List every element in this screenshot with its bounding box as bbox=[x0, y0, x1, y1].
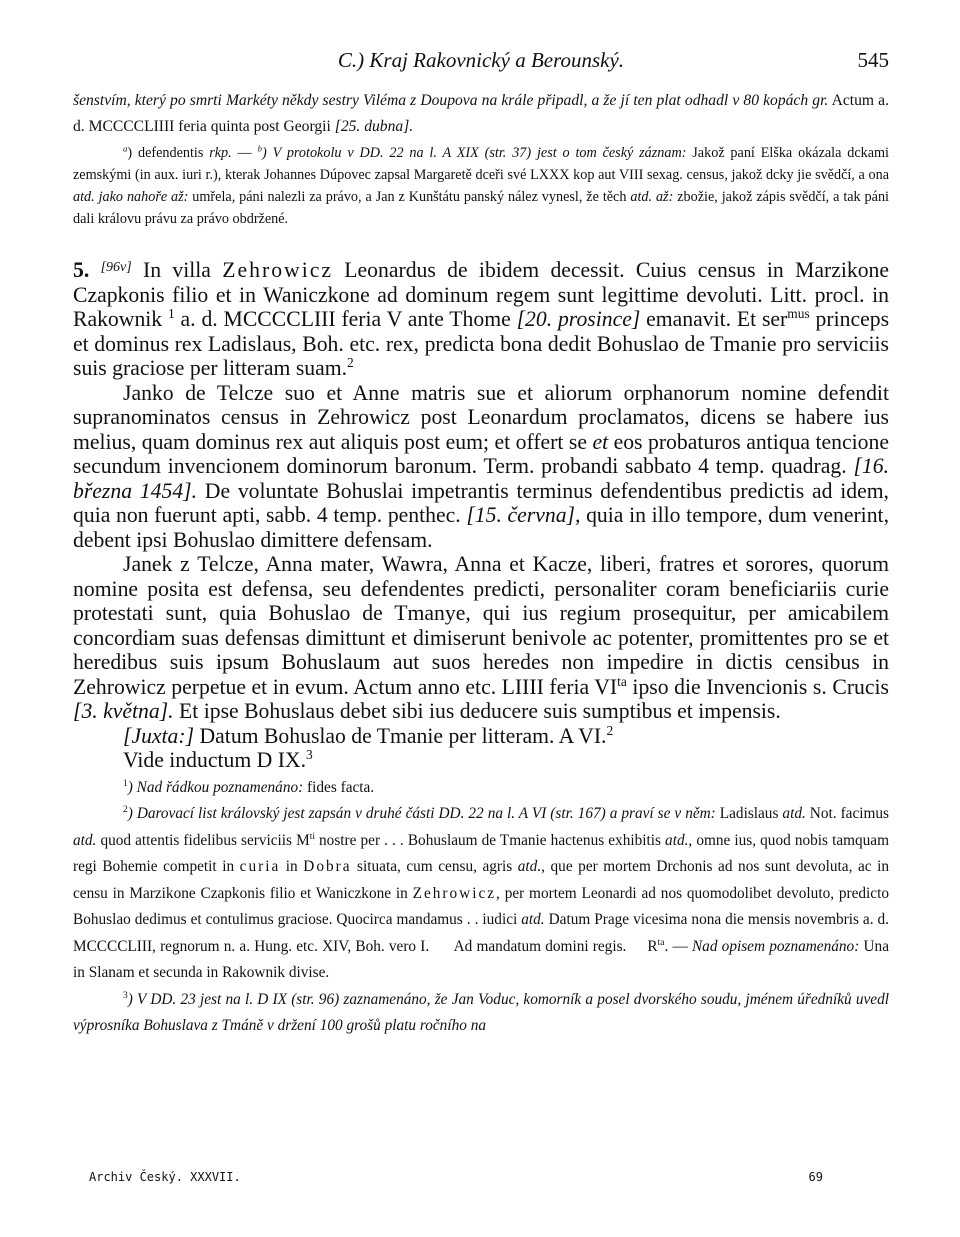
entry-p1-text2: a. d. MCCCCLIII feria V ante Thome bbox=[174, 307, 517, 331]
fn2-t12: Una in Slanam et secunda in Rakownik divise. bbox=[73, 937, 889, 981]
apparatus-b-atd1: atd. bbox=[73, 189, 95, 205]
apparatus-b-text: Jakož paní Elška okázala dckami zemskými (in aux. iuri r.), kterak Johannes Dúpovec zapsal Margaretě dceři své LXXX kop aut VIII sexag. census, jakož dcky jie svědčí, a ona bbox=[73, 145, 890, 183]
fn2-sup-ti: ti bbox=[309, 831, 315, 842]
footnote-ref-2: 2 bbox=[347, 354, 354, 370]
fn2-t9: , per mortem Leonardi ad nos quomodolibet devoluto, predicto Bohuslao dedimus et contulimus graciose. Quocirca mandamus . . iudici bbox=[73, 884, 889, 928]
fn2-t2: Not. facimus bbox=[805, 805, 889, 822]
fn2-t5: , omne ius, quod nobis tamquam regi Bohemie competit in bbox=[73, 831, 889, 875]
fn2-zehrowicz: Zehrowicz bbox=[412, 884, 497, 902]
page bbox=[73, 48, 893, 1040]
fn2-sup-ta: ta bbox=[657, 937, 665, 948]
apparatus-notes bbox=[73, 142, 889, 230]
footnote-1-text: fides facta. bbox=[303, 778, 375, 796]
apparatus-marker-b: b bbox=[257, 143, 262, 154]
juxta-marker: [Juxta:] bbox=[123, 723, 195, 748]
entry-p2-text3: De voluntate Bohuslai impetrantis terminus defendentibus predictis ad idem, quia non fuerunt apti, sabb. 4 temp. penthec. bbox=[73, 478, 889, 527]
footer-sheet-number: 69 bbox=[808, 1170, 823, 1184]
footer-signature: Archiv Český. XXXVII. bbox=[89, 1170, 241, 1184]
superscript-ta: ta bbox=[617, 673, 627, 689]
entry-paragraph-1 bbox=[73, 256, 889, 381]
entry-p4-text: Datum Bohuslao de Tmanie per litteram. A VI. bbox=[194, 723, 607, 748]
entry-p3-text1: Janek z Telcze, Anna mater, Wawra, Anna et Kacze, liberi, fratres et sorores, quorum nomine posita est defensa, seu defendentes predicti, personaliter coram beneficiariis curie protestati sunt, quia Bohuslao de Tmanye, qui ius regium prosequitur, per amicabilem concordiam suas defensas dimittunt et dimiserunt benivole ac potenter, promittentes pro se et heredibus suis ipsum Bohuslaum aut suos heredes non impedire in dictis censibus in Zehrowicz perpetue et in evum. Actum anno etc. LIIII feria VI bbox=[73, 552, 889, 699]
fn2-t1: Ladislaus bbox=[715, 805, 783, 822]
villa-prefix: In villa bbox=[131, 258, 223, 282]
footnote-ref-3: 3 bbox=[306, 746, 313, 762]
villa-name: Zehrowicz bbox=[222, 258, 333, 282]
entry-p2-text4: quia in illo tempore, dum venerint, debent ipsi Bohuslao dimittere defensam. bbox=[73, 503, 889, 552]
continuation-line2-rest: Actum a. d. MCCCCLIIII feria quinta post Georgii bbox=[73, 92, 889, 135]
fn2-atd1: atd. bbox=[782, 805, 806, 822]
footnote-2-italic: ) Darovací list královský jest zapsán v druhé části DD. 22 na l. A VI (str. 167) a praví se v něm: bbox=[127, 805, 716, 822]
fn2-t3: quod attentis fidelibus serviciis M bbox=[96, 831, 310, 849]
entry-paragraph-2 bbox=[73, 381, 889, 553]
entry-p3-text2: ipso die Invencionis s. Crucis bbox=[626, 674, 889, 699]
entry-paragraph-5 bbox=[73, 748, 889, 773]
entry-p2-date2: [15. června], bbox=[466, 503, 581, 527]
fn2-atd3: atd. bbox=[665, 831, 689, 849]
footnote-3-marker: 3 bbox=[123, 990, 128, 1001]
footnote-1-marker: 1 bbox=[123, 778, 128, 789]
continuation-paragraph bbox=[73, 88, 889, 140]
apparatus-dash: — bbox=[231, 145, 258, 161]
entry-number: 5. bbox=[73, 258, 90, 282]
footnote-3-italic: ) V DD. 23 jest na l. D IX (str. 96) zaznamenáno, že Jan Voduc, komorník a posel dvorského soudu, jménem úředníků uvedl výprosníka Bohuslava z Tmáně v držení 100 grošů platu ročního na bbox=[73, 990, 889, 1034]
footnote-ref-1: 1 bbox=[168, 305, 175, 321]
footnote-1-italic: ) Nad řádkou poznamenáno: bbox=[127, 778, 304, 796]
apparatus-b-atd2: atd. bbox=[630, 189, 653, 205]
continuation-line1: šenstvím, který po smrti Markéty někdy sestry Viléma z Doupova na krále připadl, a že jí ten plat bbox=[73, 92, 681, 109]
fn2-italic2: Nad opisem poznamenáno: bbox=[691, 937, 860, 955]
fn2-dobra: Dobra bbox=[303, 858, 352, 875]
apparatus-a-text: ) defendentis bbox=[127, 145, 210, 161]
apparatus-a-abbr: rkp. bbox=[209, 145, 232, 161]
folio-marker: [96v] bbox=[100, 260, 132, 275]
fn2-t6: in bbox=[280, 858, 304, 875]
fn2-t11: . — bbox=[664, 937, 692, 955]
entry-p2-et: et bbox=[592, 429, 609, 454]
running-header bbox=[73, 48, 889, 78]
apparatus-b-italic: ) V protokolu v DD. 22 na l. A XIX (str. 37) jest o tom český záznam: bbox=[262, 145, 687, 161]
entry-p1-date: [20. prosince] bbox=[516, 307, 641, 331]
footnote-ref-2b: 2 bbox=[606, 722, 614, 738]
entry-p3-date: [3. května]. bbox=[73, 699, 174, 723]
fn2-atd2: atd. bbox=[73, 831, 97, 849]
entry-paragraph-3 bbox=[73, 552, 889, 724]
entry-p1-text3: emanavit. Et ser bbox=[640, 307, 788, 331]
footnote-2-marker: 2 bbox=[123, 804, 128, 815]
continuation-date: [25. dubna]. bbox=[334, 118, 414, 135]
footnote-2 bbox=[73, 801, 893, 987]
apparatus-b-az: až: bbox=[652, 189, 674, 205]
entry-p1-text4: princeps et dominus rex Ladislaus, Boh. etc. rex, predicta bona dedit Bohuslao de Tmanie pro serviciis suis graciose per litteram suam. bbox=[73, 307, 890, 380]
entry-p3-text3: Et ipse Bohuslaus debet sibi ius deducere suis sumptibus et impensis. bbox=[173, 699, 781, 723]
entry-p2-text2: eos probaturos antiqua tencione secundum invencionem dominorum baronum. Term. probandi sabbato 4 temp. quadrag. bbox=[73, 429, 889, 478]
entry-paragraph-4 bbox=[73, 724, 889, 749]
fn2-curia: curia bbox=[239, 858, 281, 875]
footnote-1 bbox=[73, 775, 889, 802]
entry-p5-text: Vide inductum D IX. bbox=[123, 748, 307, 772]
fn2-atd4: atd. bbox=[517, 858, 542, 875]
page-number: 545 bbox=[857, 48, 889, 72]
fn2-t4: nostre per . . . Bohuslaum de Tmanie hactenus exhibitis bbox=[314, 831, 666, 849]
fn2-t7: situata, cum censu, agris bbox=[351, 858, 518, 875]
running-title: C.) Kraj Rakovnický a Berounský. bbox=[337, 48, 625, 72]
entry-p1-text1: Leonardus de ibidem decessit. Cuius census in Marzikone Czapkonis filio et in Waniczkone ad dominum regem sunt legittime devoluti. Litt. procl. in Rakownik bbox=[73, 258, 890, 331]
entry-p2-date1: [16. března 1454]. bbox=[73, 454, 889, 503]
apparatus-b-text3: zbožie, jakož zápis svědčí, a tak páni dali královu právu za právo obdržené. bbox=[73, 189, 889, 227]
apparatus-b-jako: jako nahoře až: bbox=[94, 189, 189, 205]
superscript-mus: mus bbox=[787, 305, 810, 321]
entry-p2-text1: Janko de Telcze suo et Anne matris sue et aliorum orphanorum nomine defendit supranominatos census in Zehrowicz post Leonardum proclamatos, dicens se habere ius melius, quam dominus rex aut aliquis post eum; et offert se bbox=[73, 380, 889, 454]
continuation-line2-italic: odhadl v 80 kopách gr. bbox=[684, 92, 829, 109]
apparatus-marker-a: a bbox=[123, 143, 128, 154]
footnote-3 bbox=[73, 987, 889, 1040]
apparatus-b-text2: umřela, páni nalezli za právo, a Jan z Kunštátu panský nález vynesl, že těch bbox=[188, 189, 631, 205]
fn2-atd5: atd. bbox=[521, 911, 545, 928]
fn2-t10: Datum Prage vicesima nona die mensis novembris a. d. MCCCCLIII, regnorum n. a. Hung. etc. XIV, Boh. vero I. Ad mandatum domini regis. R bbox=[73, 911, 893, 955]
fn2-t8: , que per mortem Drchonis ad nos sunt devoluta, ac in censu in Marzikone Czapkonis filio et Waniczkone in bbox=[73, 858, 889, 902]
